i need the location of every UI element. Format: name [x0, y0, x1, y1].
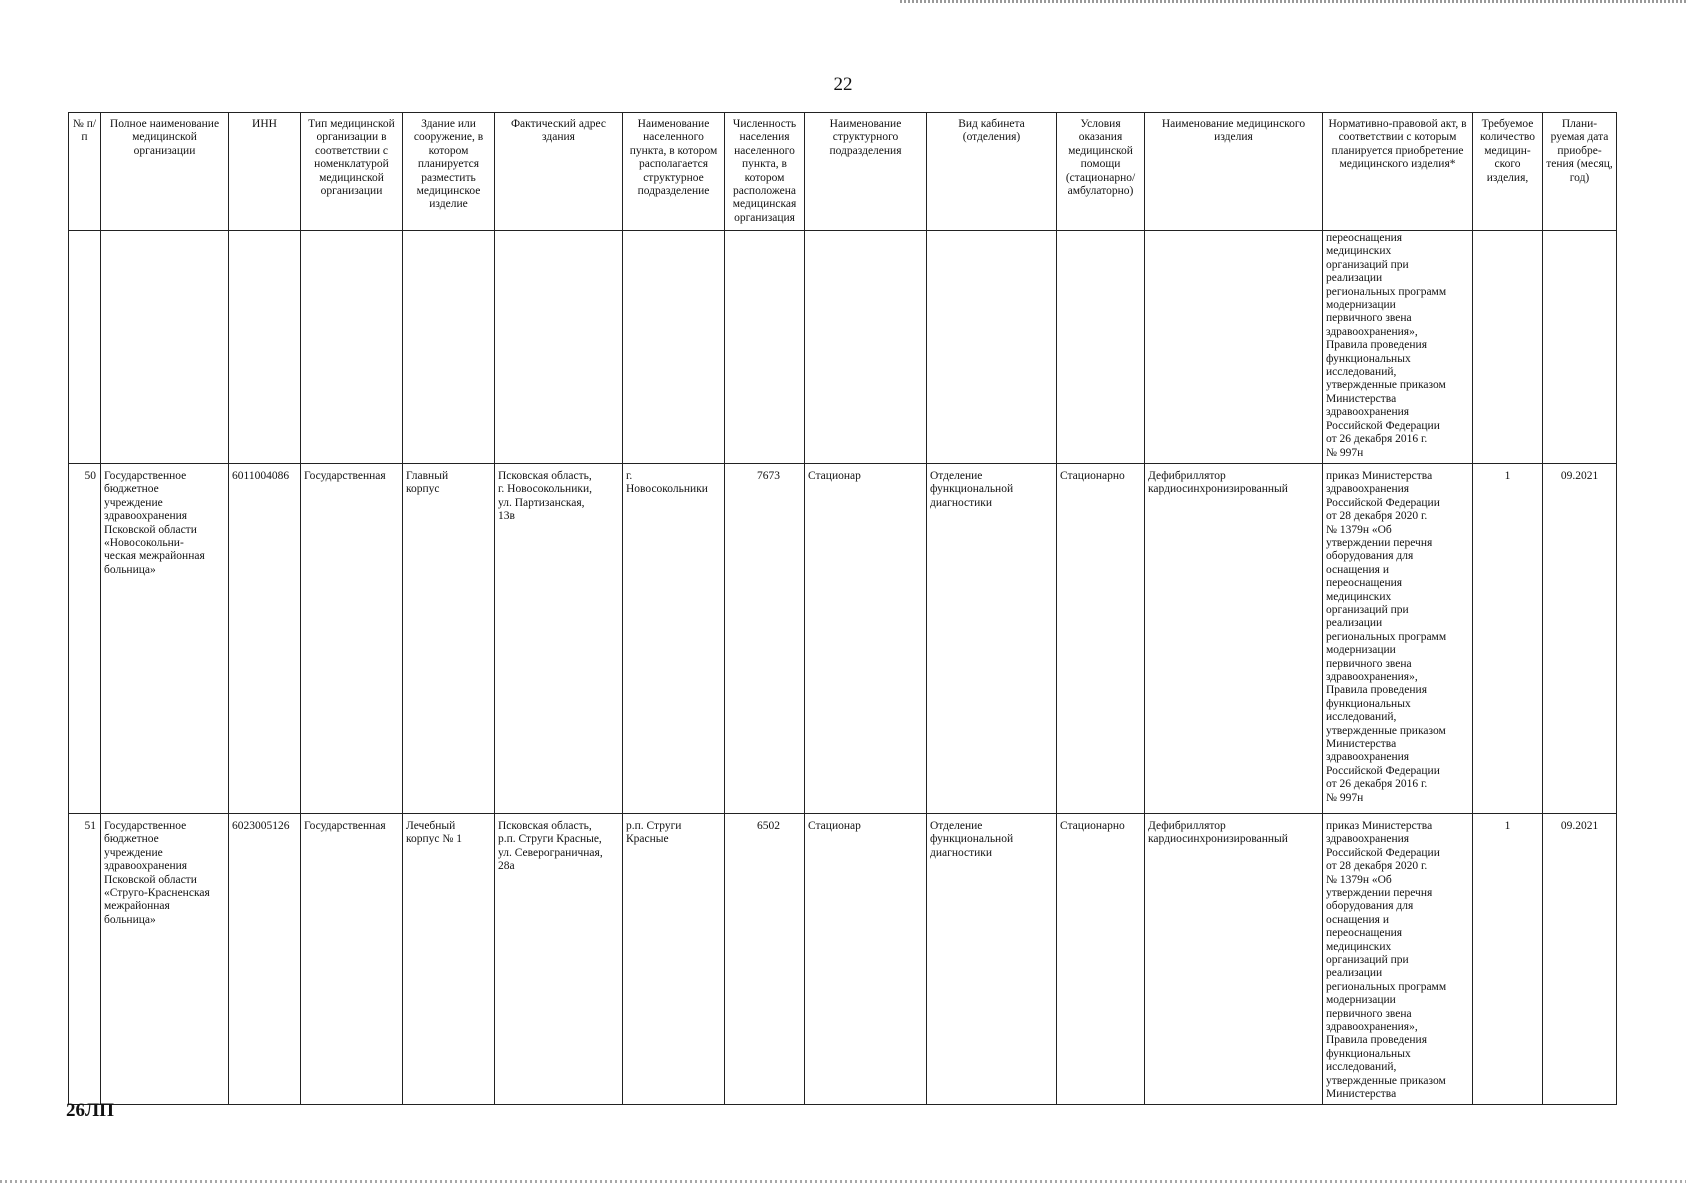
scan-artifact-top — [900, 0, 1686, 3]
row-org-name: Государственное бюджетное учреждение здравоохранения Псковской области «Струго-Красненская межрайонная больница» — [101, 813, 229, 1105]
row-population: 6502 — [725, 813, 805, 1105]
row-org-name: Государственное бюджетное учреждение здравоохранения Псковской области «Новосокольни- ческая межрайонная больница» — [101, 463, 229, 813]
header-device: Наименование медицинского изделия — [1145, 113, 1323, 231]
header-num: № п/п — [69, 113, 101, 231]
row-device: Дефибриллятор кардиосинхронизированный — [1145, 813, 1323, 1105]
row-subdivision: Стационар — [805, 463, 927, 813]
document-code: 26ЛП — [66, 1100, 114, 1121]
row-subdivision: Стационар — [805, 813, 927, 1105]
header-population: Численность населения населенного пункта, в котором расположена медицинская организация — [725, 113, 805, 231]
table-row — [69, 463, 1617, 813]
scan-artifact-bottom — [0, 1180, 1686, 1183]
table-row — [69, 813, 1617, 1105]
header-legal-act: Нормативно-правовой акт, в соответствии с которым планируется приобретение медицинского изделия* — [1323, 113, 1473, 231]
row-building: Лечебный корпус № 1 — [403, 813, 495, 1105]
header-conditions: Условия оказания медицинской помощи (стационарно/ амбулаторно) — [1057, 113, 1145, 231]
row-legal-act: приказ Министерства здравоохранения Российской Федерации от 28 декабря 2020 г. № 1379н «Об утверждении перечня оборудования для оснащения и переоснащения медицинских организаций при реализации региональных программ модернизации первичного звена здравоохранения», Правила проведения функциональных исследований, утвержденные приказом Министерства — [1323, 813, 1473, 1105]
row-cabinet: Отделение функциональной диагностики — [927, 813, 1057, 1105]
row-org-type: Государственная — [301, 463, 403, 813]
row-date: 09.2021 — [1543, 463, 1617, 813]
medical-equipment-table — [68, 112, 1617, 1105]
header-inn: ИНН — [229, 113, 301, 231]
row-population: 7673 — [725, 463, 805, 813]
row-device: Дефибриллятор кардиосинхронизированный — [1145, 463, 1323, 813]
header-address: Фактический адрес здания — [495, 113, 623, 231]
header-subdivision: Наименование структурного подразделения — [805, 113, 927, 231]
row-legal-act: приказ Министерства здравоохранения Российской Федерации от 28 декабря 2020 г. № 1379н «Об утверждении перечня оборудования для оснащения и переоснащения медицинских организаций при реализации региональных программ модернизации первичного звена здравоохранения», Правила проведения функциональных исследований, утвержденные приказом Министерства здравоохранения Российской Федерации от 26 декабря 2016 г. № 997н — [1323, 463, 1473, 813]
header-quantity: Требуемое количество медицин-ского изделия, — [1473, 113, 1543, 231]
row-date: 09.2021 — [1543, 813, 1617, 1105]
header-org-name: Полное наименование медицинской организации — [101, 113, 229, 231]
row-conditions: Стационарно — [1057, 463, 1145, 813]
header-settlement: Наименование населенного пункта, в котором располагается структурное подразделение — [623, 113, 725, 231]
row-settlement: г. Новосокольники — [623, 463, 725, 813]
table-header-row — [69, 113, 1617, 231]
header-cabinet: Вид кабинета (отделения) — [927, 113, 1057, 231]
row-num: 50 — [69, 463, 101, 813]
row-org-type: Государственная — [301, 813, 403, 1105]
header-date: Плани-руемая дата приобре-тения (месяц, год) — [1543, 113, 1617, 231]
header-org-type: Тип медицинской организации в соответствии с номенклатурой медицинской организации — [301, 113, 403, 231]
row-cabinet: Отделение функциональной диагностики — [927, 463, 1057, 813]
row-quantity: 1 — [1473, 813, 1543, 1105]
row-inn: 6023005126 — [229, 813, 301, 1105]
page-number: 22 — [833, 74, 853, 95]
row-address: Псковская область, г. Новосокольники, ул. Партизанская, 13в — [495, 463, 623, 813]
table-row-continuation — [69, 231, 1617, 464]
row-settlement: р.п. Струги Красные — [623, 813, 725, 1105]
header-building: Здание или сооружение, в котором планируется разместить медицинское изделие — [403, 113, 495, 231]
row-building: Главный корпус — [403, 463, 495, 813]
row-num: 51 — [69, 813, 101, 1105]
continuation-legal-act: переоснащения медицинских организаций при реализации региональных программ модернизации первичного звена здравоохранения», Правила проведения функциональных исследований, утвержденные приказом Министерства здравоохранения Российской Федерации от 26 декабря 2016 г. № 997н — [1323, 231, 1473, 464]
row-address: Псковская область, р.п. Струги Красные, ул. Северограничная, 28а — [495, 813, 623, 1105]
row-conditions: Стационарно — [1057, 813, 1145, 1105]
row-inn: 6011004086 — [229, 463, 301, 813]
row-quantity: 1 — [1473, 463, 1543, 813]
